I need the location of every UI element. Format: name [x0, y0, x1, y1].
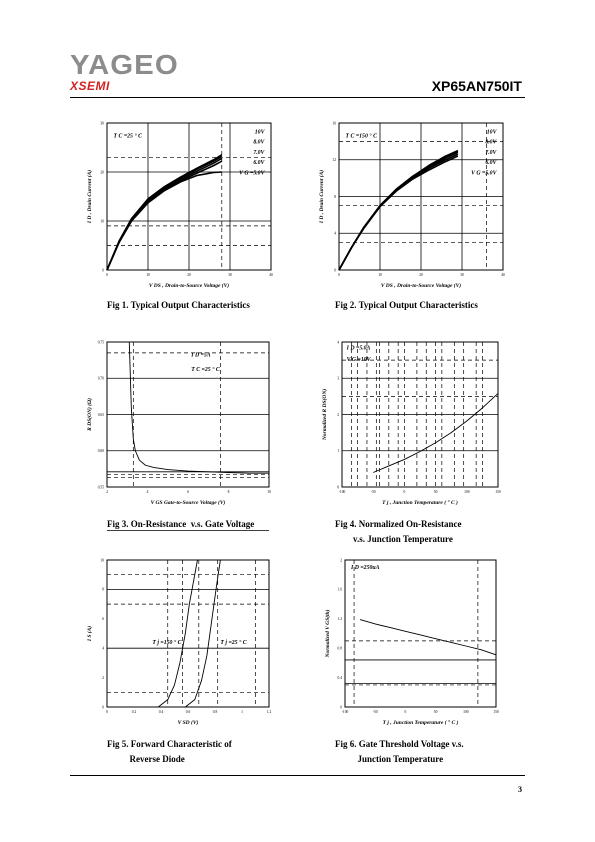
x-tick-label: 0.8 [212, 710, 218, 714]
y-tick-label: 6 [102, 617, 104, 622]
caption-fig3: Fig 3. On-Resistance v.s. Gate Voltage [107, 519, 255, 529]
part-number: XP65AN750IT [431, 78, 522, 94]
y-tick-label: 8 [102, 587, 104, 592]
logo-wordmark: YAGEO [70, 49, 179, 80]
y-axis-label: I S (A) [87, 625, 93, 642]
header-rule [70, 97, 525, 98]
x-tick-label: 1 [241, 710, 243, 714]
x-tick-label: 40 [501, 273, 505, 277]
y-tick-label: 10 [100, 558, 104, 563]
y-axis-label: I D , Drain Current (A) [319, 169, 325, 224]
series-line [360, 620, 496, 655]
legend-entry: V G =5.0V [239, 170, 265, 177]
footer-rule [70, 775, 525, 776]
series-line [339, 151, 458, 270]
caption-fig5: Fig 5. Forward Characteristic of Reverse Diode [107, 739, 232, 764]
logo-subbrand: XSEMI [70, 79, 110, 93]
x-axis-label: V DS , Drain-to-Source Voltage (V) [148, 283, 230, 289]
y-tick-label: 3 [337, 376, 339, 381]
y-tick-label: 0.65 [97, 412, 104, 417]
chart-annotation: I D =5.0A [346, 345, 371, 352]
x-tick-label: 0.4 [158, 710, 164, 714]
x-axis-label: V DS , Drain-to-Source Voltage (V) [380, 283, 462, 289]
series-line [339, 156, 458, 270]
x-tick-label: 50 [433, 490, 438, 494]
caption-fig4: Fig 4. Normalized On-Resistance v.s. Junction Temperature [335, 519, 462, 544]
x-tick-label: -100 [341, 710, 349, 714]
legend-entry: 10V [254, 129, 265, 136]
y-tick-label: 0 [340, 705, 342, 710]
x-axis-label: V SD (V) [177, 720, 199, 726]
y-tick-label: 12 [332, 158, 336, 163]
series-line [339, 151, 458, 270]
y-tick-label: 10 [100, 219, 104, 224]
y-tick-label: 0.70 [97, 376, 104, 381]
x-tick-label: 30 [460, 273, 464, 277]
y-tick-label: 4 [334, 231, 336, 236]
series-line [129, 342, 269, 473]
legend-entry: 10V [486, 129, 497, 136]
x-tick-label: 0.6 [185, 710, 191, 714]
series-line [107, 158, 222, 270]
y-tick-label: 4 [337, 340, 339, 345]
x-tick-label: 10 [146, 273, 150, 277]
chart-fig4 [318, 334, 516, 510]
x-axis-label: V GS Gate-to-Source Voltage (V) [150, 500, 226, 506]
y-tick-label: 0.60 [97, 449, 104, 454]
x-tick-label: 6 [187, 490, 189, 494]
y-tick-label: 2 [102, 675, 104, 680]
x-tick-label: 0 [338, 273, 340, 277]
chart-annotation: T j =150 ° C [152, 639, 182, 646]
y-tick-label: 0.4 [337, 675, 342, 680]
chart-fig2 [319, 115, 516, 293]
x-axis-label: T j , Junction Temperature ( ° C ) [382, 720, 459, 726]
caption-fig6: Fig 6. Gate Threshold Voltage v.s. Junction Temperature [335, 739, 464, 764]
x-tick-label: 30 [228, 273, 232, 277]
x-tick-label: 20 [187, 273, 191, 277]
y-tick-label: 0 [102, 705, 104, 710]
y-axis-label: R DS(ON) (Ω) [87, 398, 93, 431]
series-line [185, 560, 220, 707]
x-tick-label: 0 [404, 710, 407, 714]
chart-fig3 [80, 334, 280, 510]
legend-entry: 7.0V [485, 149, 497, 156]
y-tick-label: 0 [334, 268, 336, 273]
x-tick-label: 40 [269, 273, 273, 277]
caption-fig2: Fig 2. Typical Output Characteristics [335, 300, 478, 310]
legend-entry: 6.0V [253, 160, 265, 167]
y-axis-label: I D , Drain Current (A) [87, 169, 93, 224]
legend-entry: V G =5.0V [471, 170, 497, 177]
y-tick-label: 1 [337, 449, 339, 454]
x-tick-label: 10 [267, 490, 271, 494]
chart-fig6 [308, 552, 516, 732]
caption-fig1: Fig 1. Typical Output Characteristics [107, 300, 250, 310]
chart-annotation: I D =250uA [351, 564, 380, 571]
series-line [107, 161, 222, 270]
y-tick-label: 0.8 [337, 646, 342, 651]
y-tick-label: 4 [102, 646, 104, 651]
y-tick-label: 20 [100, 170, 104, 175]
series-line [339, 154, 458, 270]
x-tick-label: 100 [463, 710, 469, 714]
x-tick-label: 0.2 [131, 710, 137, 714]
y-tick-label: 1.6 [337, 587, 342, 592]
y-tick-label: 0 [337, 485, 339, 490]
x-tick-label: 150 [493, 710, 499, 714]
y-tick-label: 0 [102, 268, 104, 273]
y-tick-label: 0.55 [97, 485, 104, 490]
x-tick-label: 4 [146, 490, 149, 494]
y-axis-label: Normalized R DS(ON) [322, 388, 328, 441]
x-tick-label: 8 [227, 490, 230, 494]
x-tick-label: -50 [372, 710, 378, 714]
chart-annotation: I D =5A [191, 352, 211, 359]
y-tick-label: 2 [340, 558, 342, 563]
x-tick-label: 150 [495, 490, 501, 494]
y-tick-label: 2 [337, 412, 339, 417]
x-tick-label: 50 [433, 710, 438, 714]
chart-annotation: V G =10V [346, 356, 371, 363]
x-axis-label: T j , Junction Temperature ( ° C ) [382, 500, 458, 506]
x-tick-label: 100 [464, 490, 470, 494]
x-tick-label: 2 [106, 490, 108, 494]
y-tick-label: 30 [100, 121, 104, 126]
x-tick-label: -50 [370, 490, 376, 494]
yageo-logo [70, 49, 179, 93]
y-tick-label: 1.2 [337, 617, 342, 622]
y-tick-label: 0.75 [97, 340, 104, 345]
chart-annotation: T C =25 ° C [191, 367, 220, 373]
legend-entry: 7.0V [253, 149, 265, 156]
legend-entry: 8.0V [253, 139, 265, 146]
x-tick-label: 0 [106, 273, 108, 277]
y-tick-label: 8 [334, 194, 336, 199]
series-line [339, 152, 458, 270]
x-tick-label: 10 [378, 273, 382, 277]
x-tick-label: 0 [403, 490, 406, 494]
legend-entry: 8.0V [485, 139, 497, 146]
y-axis-label: Normalized V GS(th) [325, 609, 331, 658]
plot-frame [107, 560, 269, 707]
legend-entry: 6.0V [485, 160, 497, 167]
chart-annotation: T C =150 ° C [345, 133, 377, 140]
chart-fig1 [87, 115, 284, 293]
x-tick-label: 1.2 [266, 710, 272, 714]
x-tick-label: -100 [338, 490, 346, 494]
x-tick-label: 20 [419, 273, 423, 277]
y-tick-label: 16 [332, 121, 336, 126]
page-number: 3 [518, 785, 522, 794]
chart-annotation: T j =25 ° C [220, 639, 247, 646]
chart-fig5 [80, 552, 280, 732]
chart-annotation: T C =25 ° C [113, 133, 143, 140]
x-tick-label: 0 [106, 710, 108, 714]
series-line [158, 560, 197, 707]
